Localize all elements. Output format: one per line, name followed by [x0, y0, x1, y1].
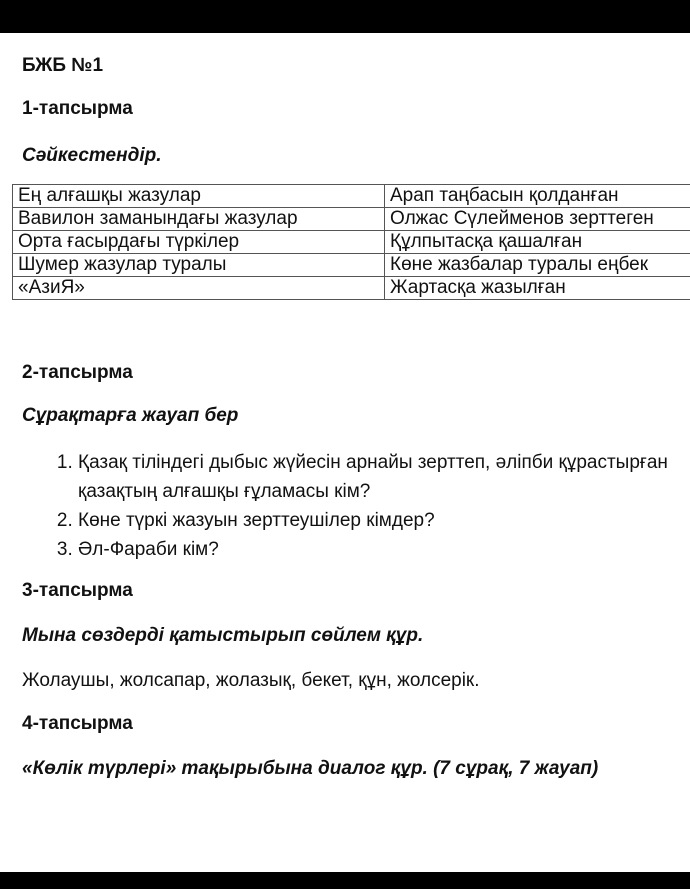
- table-cell-right: Арап таңбасын қолданған: [385, 185, 690, 208]
- table-cell-left: Шумер жазулар туралы: [13, 254, 385, 277]
- task4-heading: 4-тапсырма: [22, 713, 133, 734]
- list-item: [78, 506, 678, 535]
- top-black-bar: [0, 0, 690, 33]
- list-item: [78, 448, 678, 506]
- list-item: [78, 535, 678, 564]
- table-cell-right: Көне жазбалар туралы еңбек: [385, 254, 690, 277]
- table-cell-left: Вавилон заманындағы жазулар: [13, 208, 385, 231]
- question-text: Әл-Фараби кім?: [78, 539, 219, 560]
- matching-table: [12, 184, 690, 300]
- task3-instruction: Мына сөздерді қатыстырып сөйлем құр.: [22, 625, 424, 646]
- table-cell-left: Ең алғашқы жазулар: [13, 185, 385, 208]
- question-text: Қазақ тіліндегі дыбыс жүйесін арнайы зерттеп, әліпби құрастырған қазақтың алғашқы ғұламасы кім?: [78, 452, 668, 502]
- document-title: БЖБ №1: [22, 55, 104, 76]
- table-cell-right: Жартасқа жазылған: [385, 277, 690, 300]
- table-cell-right: Құлпытасқа қашалған: [385, 231, 690, 254]
- question-text: Көне түркі жазуын зерттеушілер кімдер?: [78, 510, 435, 531]
- table-row: [13, 185, 690, 208]
- table-row: [13, 231, 690, 254]
- bottom-black-bar: [0, 872, 690, 889]
- task3-words: Жолаушы, жолсапар, жолазық, бекет, құн, жолсерік.: [22, 670, 480, 691]
- table-row: [13, 277, 690, 300]
- task2-instruction: Сұрақтарға жауап бер: [22, 405, 239, 426]
- table-row: [13, 208, 690, 231]
- task4-instruction: «Көлік түрлері» тақырыбына диалог құр. (7 сұрақ, 7 жауап): [22, 758, 599, 779]
- table-cell-right: Олжас Сүлейменов зерттеген: [385, 208, 690, 231]
- table-cell-left: Орта ғасырдағы түркілер: [13, 231, 385, 254]
- task3-heading: 3-тапсырма: [22, 580, 133, 601]
- table-cell-left: «АзиЯ»: [13, 277, 385, 300]
- task1-heading: 1-тапсырма: [22, 98, 133, 119]
- task1-instruction: Сәйкестендір.: [22, 145, 162, 166]
- task2-heading: 2-тапсырма: [22, 362, 133, 383]
- table-row: [13, 254, 690, 277]
- questions-list: [48, 448, 678, 564]
